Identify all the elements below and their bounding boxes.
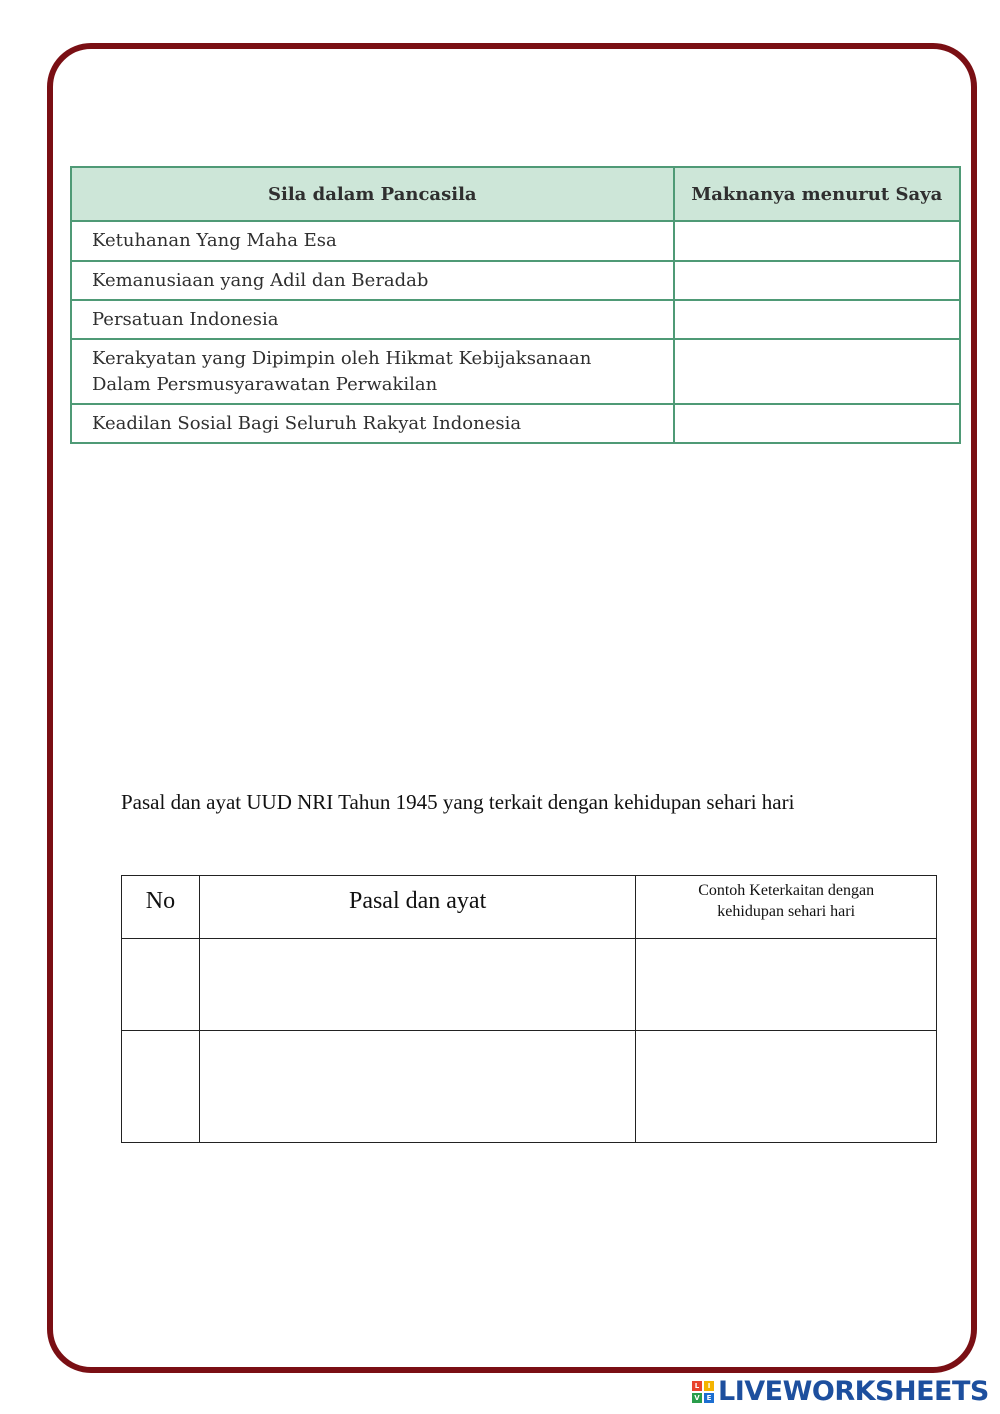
contoh-answer-cell[interactable] xyxy=(636,1031,937,1143)
table-row xyxy=(71,221,960,261)
header-contoh xyxy=(636,876,937,939)
makna-answer-cell[interactable] xyxy=(674,339,960,404)
logo-wordmark: LIVEWORKSHEETS xyxy=(718,1376,989,1407)
sila-cell: Keadilan Sosial Bagi Seluruh Rakyat Indonesia xyxy=(71,404,674,443)
sila-line-1: Kerakyatan yang Dipimpin oleh Hikmat Kebijaksanaan xyxy=(92,347,592,369)
header-contoh-line-2: kehidupan sehari hari xyxy=(717,903,856,920)
liveworksheets-mark-icon xyxy=(692,1381,714,1403)
pasal-answer-cell[interactable] xyxy=(199,1031,635,1143)
table-row xyxy=(71,300,960,339)
header-contoh-line-1: Contoh Keterkaitan dengan xyxy=(698,882,875,899)
logo-mark-letter: V xyxy=(692,1393,702,1403)
liveworksheets-logo xyxy=(692,1378,989,1406)
header-pasal: Pasal dan ayat xyxy=(199,876,635,939)
makna-answer-cell[interactable] xyxy=(674,221,960,261)
table-row xyxy=(71,404,960,443)
contoh-answer-cell[interactable] xyxy=(636,939,937,1031)
sila-cell: Persatuan Indonesia xyxy=(71,300,674,339)
makna-answer-cell[interactable] xyxy=(674,261,960,300)
header-makna: Maknanya menurut Saya xyxy=(674,167,960,221)
no-answer-cell[interactable] xyxy=(122,1031,200,1143)
header-no: No xyxy=(122,876,200,939)
pancasila-table xyxy=(70,166,961,444)
pasal-table xyxy=(121,875,937,1143)
logo-mark-letter: E xyxy=(704,1393,714,1403)
no-answer-cell[interactable] xyxy=(122,939,200,1031)
sila-cell: Ketuhanan Yang Maha Esa xyxy=(71,221,674,261)
table-row xyxy=(71,261,960,300)
pasal-answer-cell[interactable] xyxy=(199,939,635,1031)
table-row xyxy=(122,1031,937,1143)
instruction-text: Pasal dan ayat UUD NRI Tahun 1945 yang terkait dengan kehidupan sehari hari xyxy=(121,790,795,814)
logo-mark-letter: I xyxy=(704,1381,714,1391)
header-sila: Sila dalam Pancasila xyxy=(71,167,674,221)
sila-cell: Kemanusiaan yang Adil dan Beradab xyxy=(71,261,674,300)
makna-answer-cell[interactable] xyxy=(674,404,960,443)
table-row xyxy=(71,339,960,404)
sila-cell xyxy=(71,339,674,404)
table-row xyxy=(122,939,937,1031)
logo-mark-letter: L xyxy=(692,1381,702,1391)
sila-line-2: Dalam Persmusyarawatan Perwakilan xyxy=(92,373,438,395)
makna-answer-cell[interactable] xyxy=(674,300,960,339)
